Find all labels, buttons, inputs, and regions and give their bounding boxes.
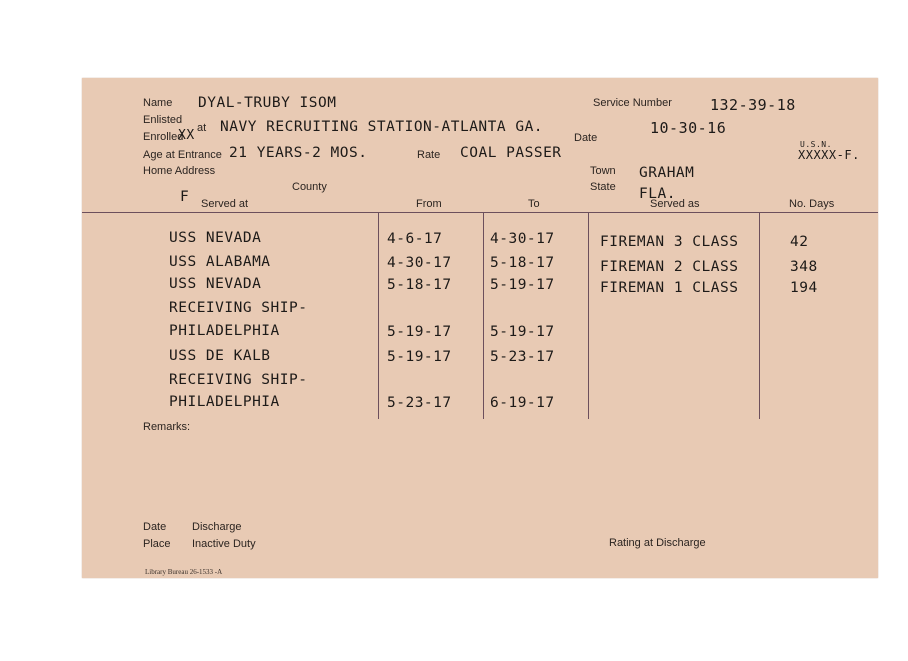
column-divider-from: [378, 213, 379, 419]
column-divider-served-as: [588, 213, 589, 419]
rating-served-as: FIREMAN 2 CLASS: [600, 259, 739, 275]
row-place: USS DE KALB: [169, 348, 271, 364]
row-to: 5-19-17: [490, 324, 555, 340]
enrolled-label: Enrolled: [143, 131, 184, 143]
row-to: 5-18-17: [490, 255, 555, 271]
name-label: Name: [143, 97, 173, 109]
enlisted-label: Enlisted: [143, 114, 183, 126]
row-from: 5-18-17: [387, 277, 452, 293]
rate-label: Rate: [417, 149, 441, 161]
row-place: USS NEVADA: [169, 276, 262, 292]
at-label: at: [197, 122, 207, 134]
row-place: RECEIVING SHIP-: [169, 300, 308, 316]
discharge-label: Discharge: [192, 521, 242, 533]
rating-served-as: FIREMAN 3 CLASS: [600, 234, 739, 250]
from-header: From: [416, 198, 442, 210]
service-number-label: Service Number: [593, 97, 672, 109]
county-mark: F: [180, 189, 190, 205]
service-number-value: 132-39-18: [710, 96, 796, 114]
rating-days: 194: [790, 280, 818, 296]
row-to: 4-30-17: [490, 231, 555, 247]
usn-stamp: U.S.N.: [800, 140, 832, 149]
column-divider-to: [483, 213, 484, 419]
rating-days: 348: [790, 259, 818, 275]
enroll-mark: XX: [178, 128, 195, 143]
county-label: County: [292, 181, 327, 193]
rating-served-as: FIREMAN 1 CLASS: [600, 280, 739, 296]
inactive-duty-label: Inactive Duty: [192, 538, 256, 550]
row-to: 6-19-17: [490, 395, 555, 411]
row-place: PHILADELPHIA: [169, 394, 280, 410]
home-address-label: Home Address: [143, 165, 216, 177]
town-label: Town: [590, 165, 616, 177]
rating-days: 42: [790, 234, 809, 250]
footer-printer-mark: Library Bureau 26-1533 -A: [145, 568, 223, 576]
row-from: 4-6-17: [387, 231, 443, 247]
age-label: Age at Entrance: [143, 149, 222, 161]
row-from: 5-19-17: [387, 324, 452, 340]
date-bottom-label: Date: [143, 521, 167, 533]
no-days-header: No. Days: [789, 198, 835, 210]
row-from: 5-23-17: [387, 395, 452, 411]
row-place: USS NEVADA: [169, 230, 262, 246]
row-place: RECEIVING SHIP-: [169, 372, 308, 388]
row-place: USS ALABAMA: [169, 254, 271, 270]
row-from: 4-30-17: [387, 255, 452, 271]
service-record-card: [82, 78, 878, 578]
remarks-label: Remarks:: [143, 421, 191, 433]
row-to: 5-19-17: [490, 277, 555, 293]
enlist-date-value: 10-30-16: [650, 119, 727, 137]
state-label: State: [590, 181, 616, 193]
served-as-header: Served as: [650, 198, 700, 210]
served-at-header: Served at: [201, 198, 249, 210]
place-label: Place: [143, 538, 171, 550]
row-to: 5-23-17: [490, 349, 555, 365]
age-value: 21 YEARS-2 MOS.: [229, 145, 368, 161]
row-from: 5-19-17: [387, 349, 452, 365]
row-place: PHILADELPHIA: [169, 323, 280, 339]
usn-strike: XXXXX-F.: [798, 148, 860, 162]
rate-value: COAL PASSER: [460, 145, 562, 161]
state-value: FLA.: [639, 186, 676, 202]
name-value: DYAL-TRUBY ISOM: [198, 95, 337, 111]
column-divider-days: [759, 213, 760, 419]
station-value: NAVY RECRUITING STATION-ATLANTA GA.: [220, 119, 544, 135]
to-header: To: [528, 198, 540, 210]
rating-at-discharge-label: Rating at Discharge: [609, 537, 706, 549]
date-label: Date: [574, 132, 598, 144]
town-value: GRAHAM: [639, 165, 695, 181]
